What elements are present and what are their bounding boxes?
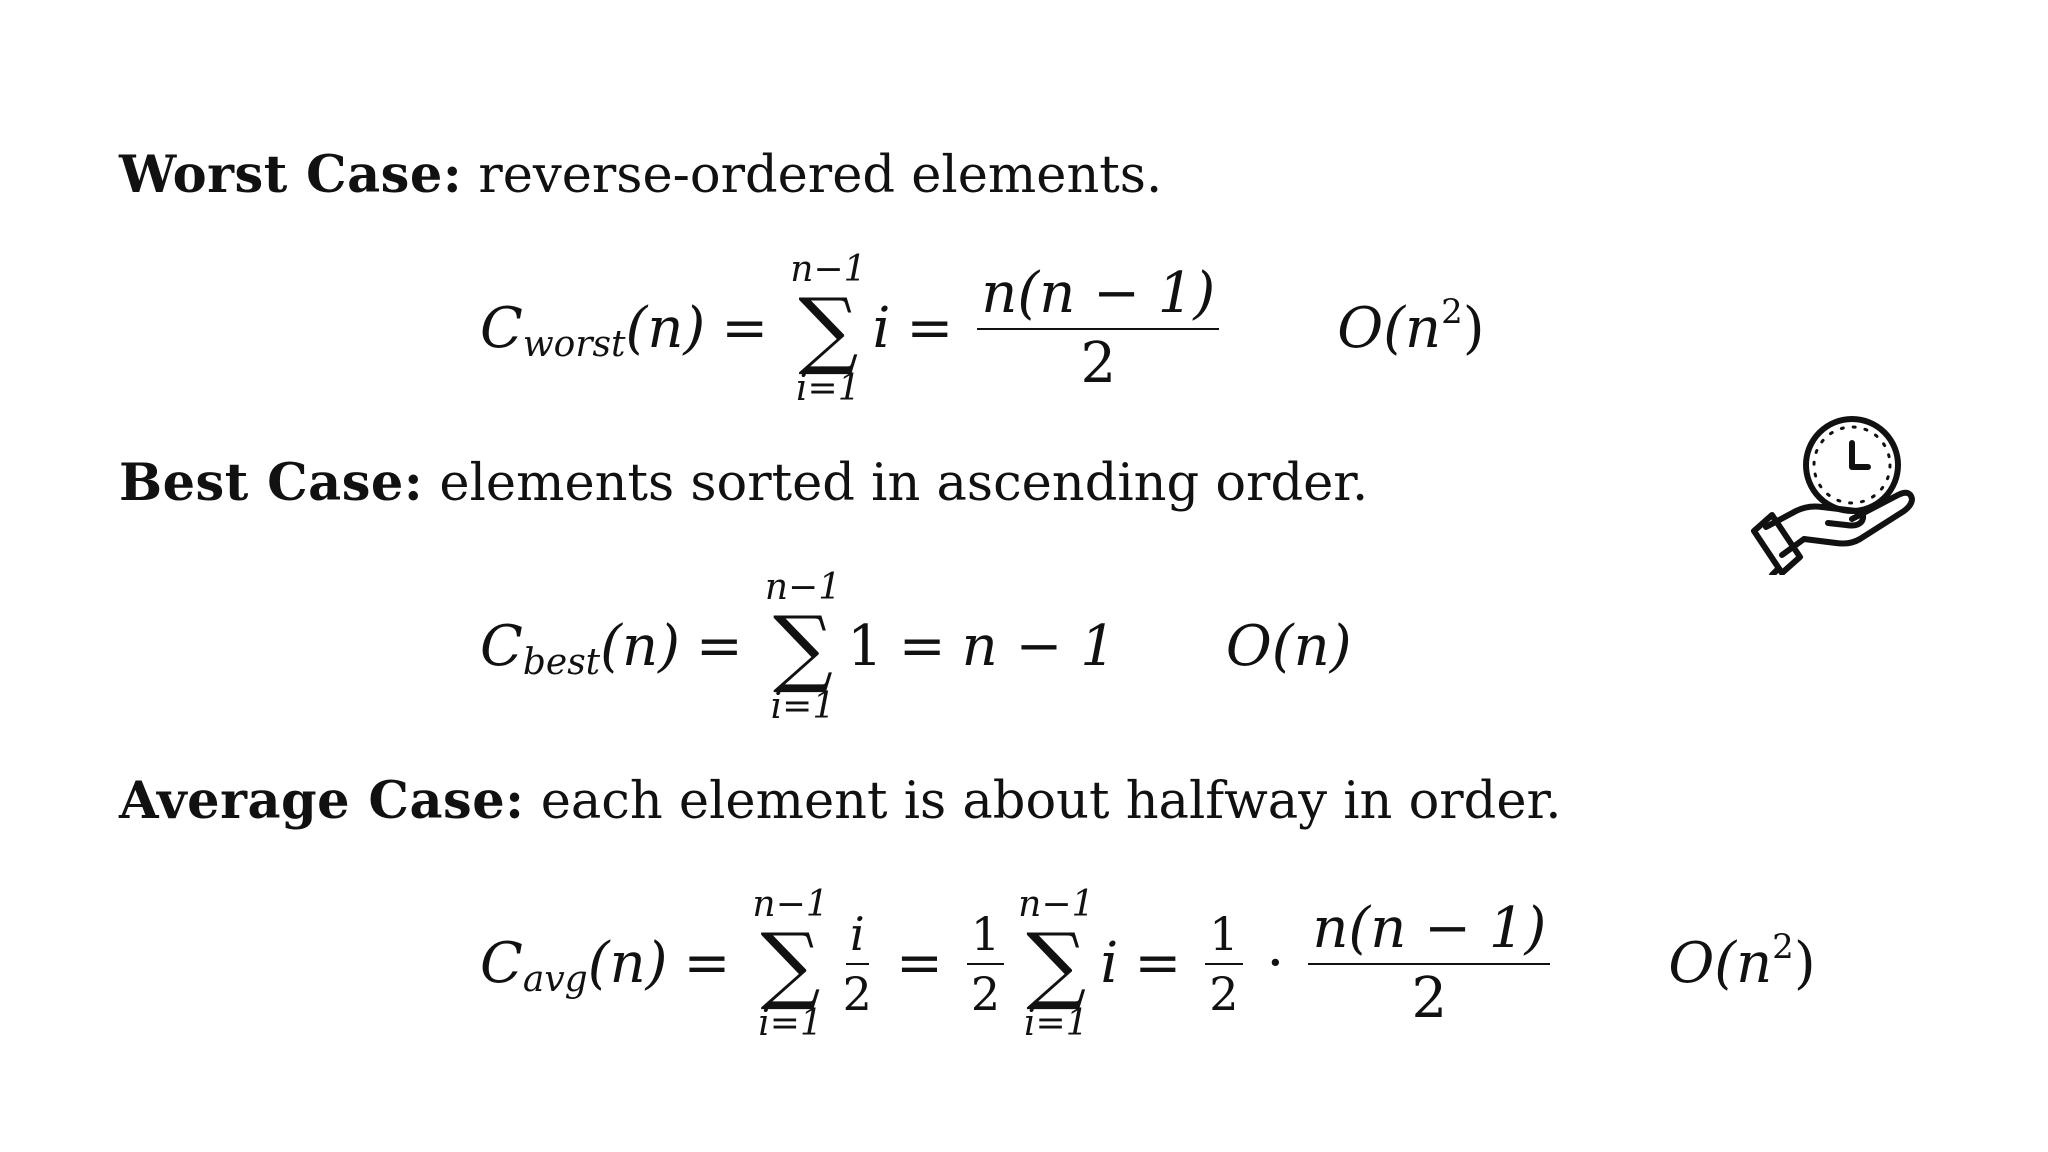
avg-summand: i: [1100, 931, 1119, 997]
sigma-symbol: ∑: [1026, 914, 1087, 1013]
avg-frac4-den: 2: [1411, 966, 1448, 1032]
avg-frac3-num: 1: [1205, 911, 1242, 965]
average-case-heading: [119, 771, 1562, 831]
avg-dot: ·: [1266, 931, 1285, 997]
worst-arg: (n): [625, 296, 706, 362]
avg-lhs-subscript: avg: [522, 959, 588, 1001]
worst-eq-1: =: [721, 296, 769, 362]
best-arg: (n): [600, 614, 680, 680]
worst-frac-num: n(n − 1): [977, 266, 1219, 330]
avg-eq-3: =: [1134, 931, 1182, 997]
avg-frac1-den: 2: [842, 967, 872, 1022]
worst-lhs: C: [480, 296, 523, 362]
worst-eq-2: =: [906, 296, 954, 362]
avg-fraction-3: [1205, 907, 1242, 1022]
avg-frac2-num: 1: [967, 911, 1004, 965]
avg-frac4-num: n(n − 1): [1308, 901, 1550, 965]
best-summand: 1: [847, 614, 883, 680]
best-eq-1: =: [695, 614, 743, 680]
best-eq-2: =: [898, 614, 946, 680]
best-case-formula: [480, 568, 1352, 727]
sigma-symbol: ∑: [772, 597, 833, 696]
avg-sum1-upper: n−1: [752, 884, 829, 925]
avg-eq-1: =: [683, 931, 731, 997]
best-summation: [765, 568, 841, 727]
avg-frac1-num: i: [846, 911, 869, 965]
avg-lhs: C: [480, 931, 523, 997]
avg-frac3-den: 2: [1209, 967, 1239, 1022]
worst-case-formula: [480, 250, 1485, 409]
avg-frac2-den: 2: [970, 967, 1001, 1022]
sigma-symbol: ∑: [798, 279, 859, 378]
worst-fraction: [977, 261, 1219, 397]
avg-fraction-1: [842, 907, 872, 1022]
best-case-heading: [119, 453, 1369, 513]
best-lhs-subscript: best: [522, 642, 601, 684]
sigma-symbol: ∑: [760, 914, 821, 1013]
avg-complexity: $O(n^2)$: [1668, 927, 1816, 997]
worst-case-label: Worst Case:: [119, 145, 463, 205]
best-complexity: O(n): [1225, 614, 1352, 680]
best-result: n − 1: [961, 614, 1116, 680]
average-case-text: each element is about halfway in order.: [540, 772, 1562, 831]
worst-frac-den: 2: [1080, 331, 1117, 397]
avg-summation-1: [752, 885, 828, 1044]
best-sum-upper: n−1: [764, 567, 842, 608]
worst-summation: [790, 250, 866, 409]
worst-sum-upper: n−1: [790, 249, 867, 290]
average-case-formula: [480, 885, 1816, 1044]
average-case-label: Average Case:: [119, 771, 525, 831]
avg-sum1-lower: i=1: [758, 1003, 823, 1045]
worst-lhs-subscript: worst: [522, 324, 626, 366]
avg-sum2-upper: n−1: [1018, 884, 1095, 925]
best-case-label: Best Case:: [119, 453, 424, 513]
worst-case-heading: [119, 145, 1163, 205]
best-sum-lower: i=1: [770, 686, 836, 728]
worst-complexity: $O(n^2)$: [1337, 292, 1485, 362]
worst-case-text: reverse-ordered elements.: [478, 146, 1163, 205]
avg-eq-2: =: [895, 931, 943, 997]
worst-sum-lower: i=1: [796, 368, 861, 410]
hand-holding-clock-icon: [1748, 415, 1928, 579]
avg-sum2-lower: i=1: [1023, 1003, 1089, 1045]
avg-summation-2: [1018, 885, 1094, 1044]
avg-fraction-2: [967, 907, 1004, 1022]
avg-fraction-4: [1308, 896, 1550, 1032]
best-case-text: elements sorted in ascending order.: [439, 454, 1369, 513]
best-lhs: C: [480, 614, 523, 680]
worst-summand: i: [872, 296, 891, 362]
avg-arg: (n): [587, 931, 668, 997]
